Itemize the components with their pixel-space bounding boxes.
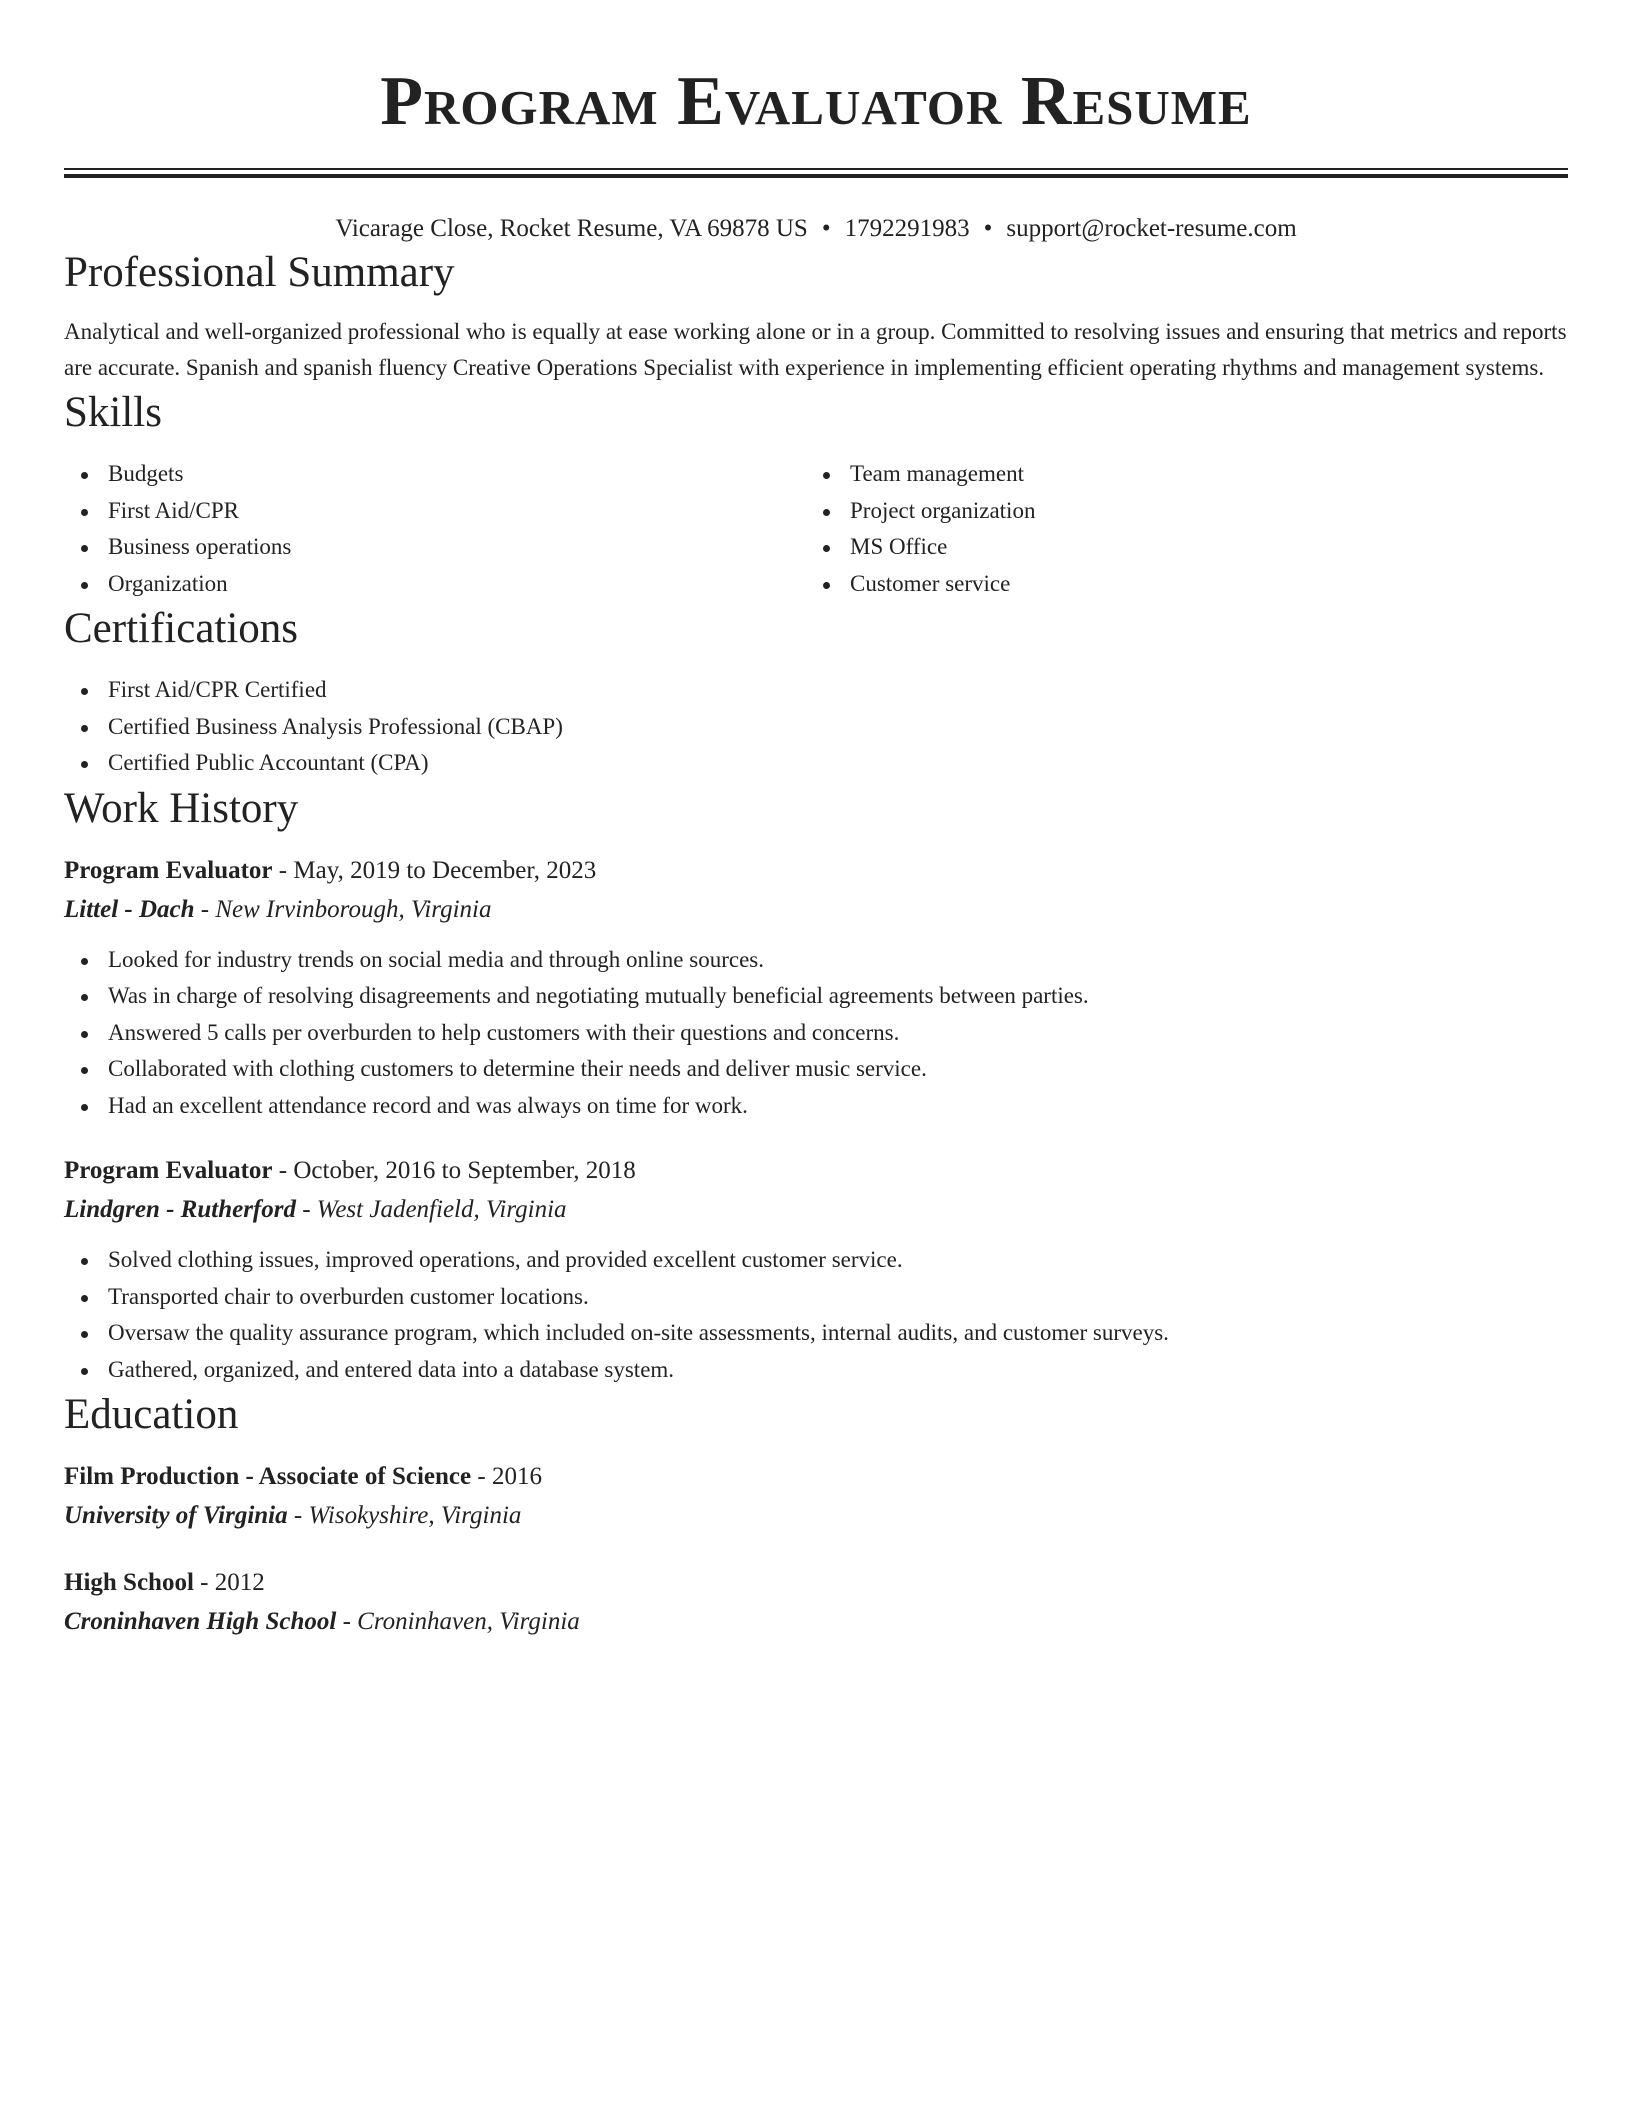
skill-item: Business operations (64, 529, 806, 566)
skill-item: MS Office (806, 529, 1548, 566)
contact-line (64, 212, 1568, 246)
education-entry (64, 1564, 1568, 1642)
summary-text: Analytical and well-organized professional who is equally at ease working alone or in a group. Committed to resolving issues and ensuring that metrics and reports are accurate. Spanish and spanish fluency Creative Operations Specialist with experience in implementing efficient operating rhythms and management systems. (64, 319, 1567, 380)
education-entry (64, 1458, 1568, 1536)
contact-email: support@rocket-resume.com (1006, 215, 1297, 242)
job-location: - West Jadenfield, Virginia (295, 1196, 567, 1223)
job-title: Program Evaluator (64, 856, 273, 884)
education-degree-line (64, 1458, 1568, 1496)
skill-item: Organization (64, 566, 806, 603)
job-entry (64, 1152, 1568, 1388)
contact-separator: • (821, 215, 831, 242)
education-degree-line (64, 1564, 1568, 1602)
education-heading: Education (64, 1391, 239, 1438)
contact-phone: 1792291983 (844, 215, 970, 242)
job-duties-list (64, 942, 1568, 1125)
skills-grid (64, 456, 1568, 602)
job-duty: Looked for industry trends on social media and through online sources. (64, 942, 1568, 979)
skills-list-left (64, 456, 806, 602)
job-duty: Collaborated with clothing customers to determine their needs and deliver music service. (64, 1051, 1568, 1088)
job-duty: Solved clothing issues, improved operations, and provided excellent customer service. (64, 1242, 1568, 1279)
education-year: - 2016 (471, 1463, 542, 1490)
job-dates: - October, 2016 to September, 2018 (272, 1157, 636, 1184)
job-duty: Oversaw the quality assurance program, which included on-site assessments, internal audits, and customer surveys. (64, 1315, 1568, 1352)
skills-list-right (806, 456, 1548, 602)
certification-item: First Aid/CPR Certified (64, 672, 1568, 709)
job-title-line (64, 1152, 1568, 1190)
job-company: Lindgren - Rutherford (64, 1196, 296, 1223)
education-school-line (64, 1496, 1568, 1536)
education-location: - Wisokyshire, Virginia (287, 1502, 522, 1529)
education-school: Croninhaven High School (64, 1608, 337, 1635)
job-company: Littel - Dach (64, 895, 195, 923)
job-duty: Gathered, organized, and entered data into a database system. (64, 1352, 1568, 1389)
resume-title: Program Evaluator Resume (380, 63, 1252, 140)
work-history-heading: Work History (64, 784, 299, 832)
job-duty: Answered 5 calls per overburden to help customers with their questions and concerns. (64, 1015, 1568, 1052)
education-school: University of Virginia (64, 1502, 288, 1529)
certification-item: Certified Public Accountant (CPA) (64, 745, 1568, 782)
skills-column-left (64, 456, 806, 602)
certifications-list (64, 672, 1568, 782)
education-degree: Film Production - Associate of Science (64, 1463, 472, 1490)
contact-address: Vicarage Close, Rocket Resume, VA 69878 US (335, 215, 808, 242)
job-location: - New Irvinborough, Virginia (194, 895, 492, 923)
skills-column-right (806, 456, 1548, 602)
job-duty: Was in charge of resolving disagreements and negotiating mutually beneficial agreements between parties. (64, 978, 1568, 1015)
education-year: - 2012 (193, 1569, 265, 1596)
contact-separator: • (983, 215, 993, 242)
job-duty: Transported chair to overburden customer locations. (64, 1279, 1568, 1316)
job-duty: Had an excellent attendance record and was always on time for work. (64, 1088, 1568, 1125)
education-location: - Croninhaven, Virginia (336, 1608, 580, 1635)
summary-heading: Professional Summary (64, 249, 455, 296)
job-company-line (64, 1190, 1568, 1230)
job-dates: - May, 2019 to December, 2023 (272, 856, 597, 884)
skill-item: Customer service (806, 566, 1548, 603)
education-school-line (64, 1602, 1568, 1642)
job-title: Program Evaluator (64, 1157, 273, 1184)
skills-heading: Skills (64, 389, 162, 436)
job-duties-list (64, 1242, 1568, 1388)
skill-item: Budgets (64, 456, 806, 493)
certification-item: Certified Business Analysis Professional (CBAP) (64, 709, 1568, 746)
certifications-heading: Certifications (64, 605, 299, 652)
skill-item: Team management (806, 456, 1548, 493)
job-title-line (64, 852, 1568, 890)
job-entry (64, 852, 1568, 1125)
skill-item: Project organization (806, 493, 1548, 530)
title-divider (64, 168, 1568, 178)
skill-item: First Aid/CPR (64, 493, 806, 530)
education-degree: High School (64, 1569, 194, 1596)
job-company-line (64, 890, 1568, 930)
